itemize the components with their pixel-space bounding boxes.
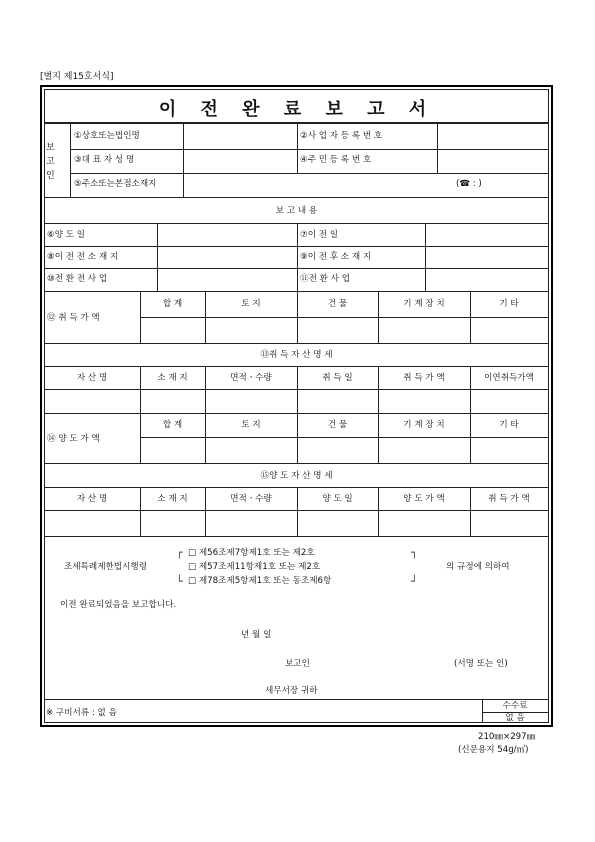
bracket-left-top: ┌ — [176, 546, 183, 559]
business-reg-no-label: ②사 업 자 등 록 번 호 — [300, 131, 383, 141]
representative-label: ③대 표 자 성 명 — [74, 155, 135, 165]
page-title: 이 전 완 료 보 고 서 — [158, 99, 436, 120]
form-number-label: [별지 제15호서식] — [40, 72, 114, 82]
tr-header-land: 토 지 — [241, 420, 261, 430]
post-business-label: ⑪전 환 사 업 — [300, 274, 350, 284]
frame-bottom — [40, 725, 553, 727]
tr-assets-header-date: 양 도 일 — [322, 494, 353, 504]
acquisition-price-label: ⑫ 취 득 가 액 — [47, 313, 100, 323]
bracket-left-bottom: └ — [176, 575, 183, 588]
inner-frame-right — [548, 89, 549, 722]
reporter-col-line-4 — [437, 124, 438, 173]
tr-assets-header-name: 자 산 명 — [76, 494, 108, 504]
paper-type: (신문용지 54g/㎡) — [458, 745, 529, 755]
statement-text: 이전 완료되었음을 보고합니다. — [60, 600, 177, 610]
acq-assets-header-deferred: 이연취득가액 — [484, 373, 534, 383]
tr-assets-header-acq-price: 취 득 가 액 — [488, 494, 530, 504]
company-name-label: ①상호또는법인명 — [74, 131, 140, 141]
pre-location-label: ⑧이 전 전 소 재 지 — [47, 252, 119, 262]
reporter-bottom-line — [44, 197, 549, 198]
tr-assets-header-price: 양 도 가 액 — [403, 494, 445, 504]
inner-frame-left — [44, 89, 45, 722]
relocation-date-label: ⑦이 전 일 — [300, 230, 339, 240]
tr-header-building: 건 물 — [327, 420, 348, 430]
acq-price-mid-line — [140, 317, 549, 318]
option-checkbox-1[interactable]: □ 제56조제7항제1호 또는 제2호 — [188, 548, 315, 558]
reporter-line-label: 보고인 — [285, 659, 310, 669]
addressee-text: 세무서장 귀하 — [265, 686, 318, 696]
acq-header-building: 건 물 — [327, 299, 348, 309]
option-checkbox-3[interactable]: □ 제78조제5항제1호 또는 동조제6항 — [188, 576, 332, 586]
paper-size: 210㎜×297㎜ — [478, 732, 536, 742]
phone-field: (☎ : ) — [456, 179, 482, 189]
required-documents: ※ 구비서류 : 없 음 — [46, 708, 117, 718]
reporter-row-line-1 — [70, 149, 549, 150]
reporter-row-line-2 — [70, 173, 549, 174]
fee-label: 수수료 — [502, 701, 528, 711]
law-name: 조세특례제한법시행령 — [64, 562, 148, 572]
reporter-col-line-2 — [183, 124, 184, 173]
acq-price-bottom-line — [44, 343, 549, 344]
address-label: ⑤주소또는본점소재지 — [74, 179, 157, 189]
bracket-right-top: ┐ — [411, 546, 418, 559]
acq-header-other: 기 타 — [499, 299, 519, 309]
reporter-col-line-5 — [183, 173, 184, 197]
reporter-col-line — [70, 124, 71, 197]
tr-assets-line-3 — [44, 536, 549, 537]
date-line: 년 월 일 — [241, 630, 272, 640]
option-checkbox-2[interactable]: □ 제57조제11항제1호 또는 제2호 — [188, 562, 321, 572]
contents-col-2 — [297, 223, 298, 291]
frame-top — [40, 85, 553, 87]
inner-frame-top — [44, 89, 549, 90]
acq-assets-header-name: 자 산 명 — [76, 373, 108, 383]
reporter-side-label: 보 고 인 — [46, 143, 55, 181]
tr-header-other: 기 타 — [499, 420, 519, 430]
transfer-date-label: ⑥양 도 일 — [47, 230, 86, 240]
signature-label: (서명 또는 인) — [454, 659, 508, 669]
acquired-assets-title: ⑬취 득 자 산 명 세 — [260, 350, 333, 360]
footer-bottom-line — [44, 722, 549, 723]
reporter-col-line-3 — [297, 124, 298, 173]
report-contents-heading: 보 고 내 용 — [275, 206, 318, 216]
fee-value: 없 음 — [505, 713, 525, 723]
tr-price-bottom-line — [44, 463, 549, 464]
tr-price-mid-line — [140, 437, 549, 438]
footer-top-line — [44, 699, 549, 700]
law-suffix: 의 규정에 의하여 — [446, 562, 510, 572]
contents-col-3 — [425, 223, 426, 291]
acq-header-total: 합 계 — [162, 299, 183, 309]
transferred-assets-title: ⑮양 도 자 산 명 세 — [260, 471, 333, 481]
tr-assets-header-location: 소 재 지 — [157, 494, 188, 504]
resident-no-label: ④주 민 등 록 번 호 — [300, 155, 372, 165]
post-location-label: ⑨이 전 후 소 재 지 — [300, 252, 372, 262]
transfer-price-label: ⑭ 양 도 가 액 — [47, 434, 100, 444]
contents-col-1 — [157, 223, 158, 291]
bracket-right-bottom: ┘ — [411, 575, 418, 588]
acq-assets-header-location: 소 재 지 — [157, 373, 188, 383]
acq-assets-header-area: 면적ㆍ수량 — [230, 373, 272, 383]
tr-assets-header-area: 면적ㆍ수량 — [230, 494, 272, 504]
acq-assets-header-price: 취 득 가 액 — [403, 373, 445, 383]
acq-assets-header-date: 취 득 일 — [322, 373, 353, 383]
tr-header-machinery: 기 계 장 치 — [403, 420, 445, 430]
acq-header-land: 토 지 — [241, 299, 261, 309]
frame-left — [40, 85, 42, 727]
frame-right — [551, 85, 553, 727]
acq-header-machinery: 기 계 장 치 — [403, 299, 445, 309]
tr-header-total: 합 계 — [162, 420, 183, 430]
pre-business-label: ⑩전 환 전 사 업 — [47, 274, 108, 284]
